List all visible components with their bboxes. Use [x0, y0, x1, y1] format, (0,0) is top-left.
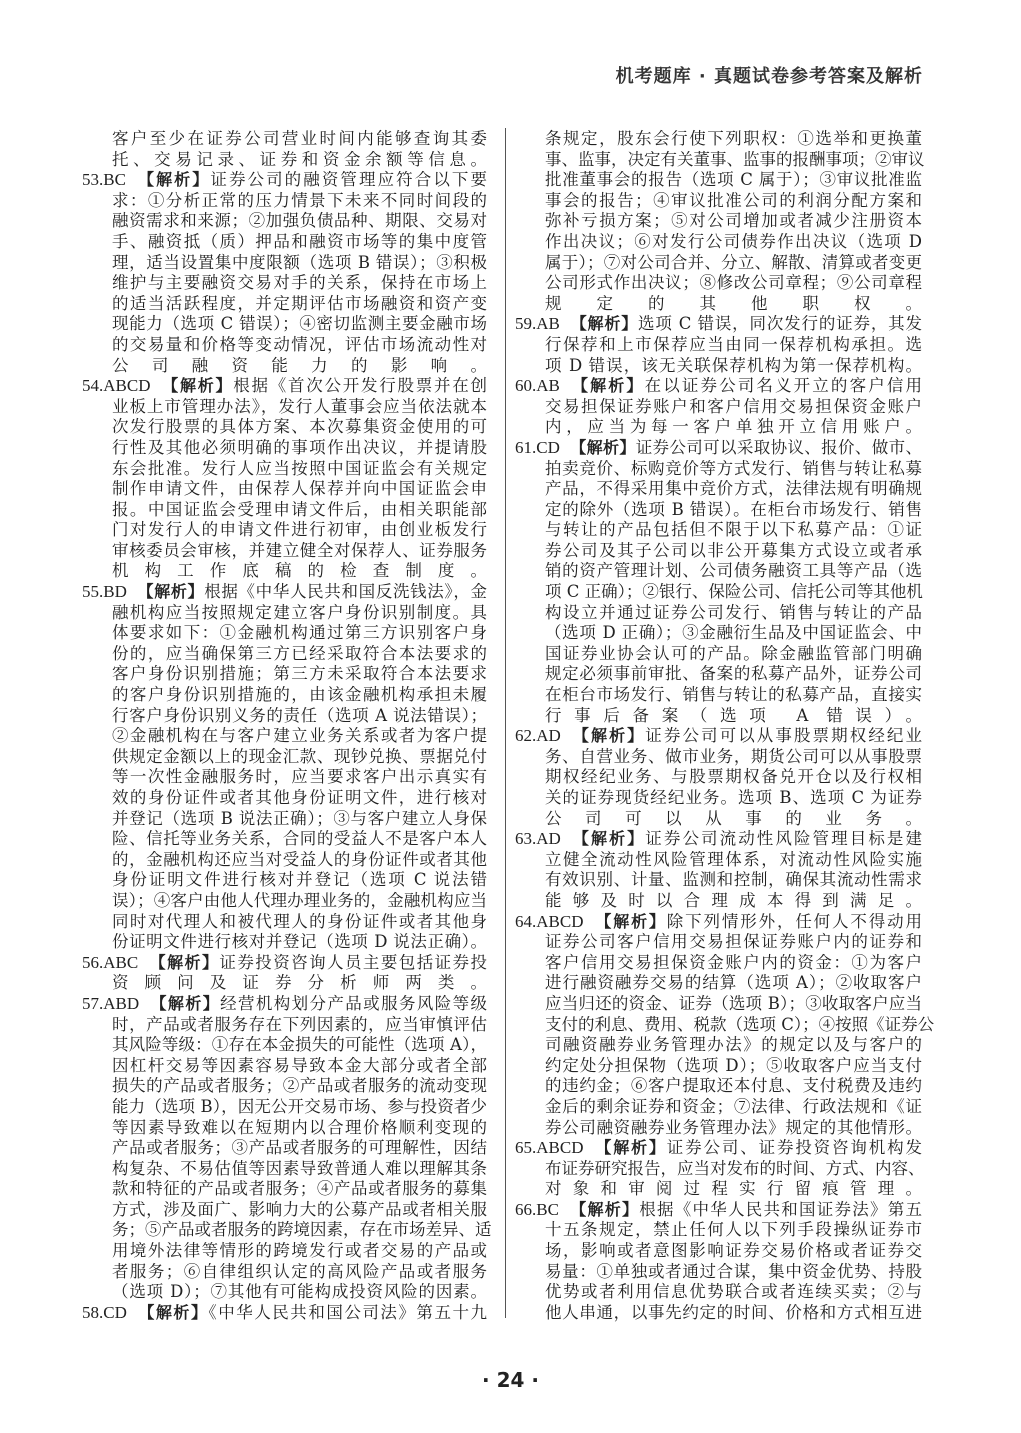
line-text: 对象和审阅过程实行留痕管理。	[545, 1179, 922, 1199]
line-text: 因杠杆交易等因素容易导致本金大部分或者全部	[112, 1055, 487, 1075]
line-text: 等因素导致难以在短期内以合理价格顺利变现的	[112, 1117, 487, 1137]
line-text: 十五条规定，禁止任何人以下列手段操纵证券市	[545, 1220, 922, 1240]
text-line	[545, 273, 922, 294]
line-text: 项 C 正确）；②银行、保险公司、信托公司等其他机	[545, 582, 923, 602]
question-number: 57.	[82, 993, 104, 1013]
left-column	[82, 129, 492, 1323]
answer-line	[82, 170, 487, 191]
line-text: 产品，不得采用集中竞价方式，法律法规有明确规	[545, 479, 922, 499]
text-line	[545, 500, 922, 521]
line-text: 理，适当设置集中度限额（选项 B 错误）；③积极	[112, 252, 487, 272]
line-text: 的客户身份识别措施的，由该金融机构承担未履	[112, 685, 487, 705]
line-text: （选项 D）；⑦其他有可能构成投资风险的因素。	[112, 1282, 487, 1302]
text-line	[545, 891, 922, 912]
line-text: 用境外法律等情形的跨境发行或者交易的产品或	[112, 1241, 487, 1261]
line-text: 项 D 错误，该无关联保荐机构为第一保荐机构。	[545, 355, 922, 375]
text-line	[112, 788, 487, 809]
question-number: 58.	[82, 1302, 104, 1322]
line-text: 融机构应当按照规定建立客户身份识别制度。具	[112, 602, 487, 622]
line-text: 应当归还的资金、证券（选项 B）；③收取客户应当	[545, 993, 922, 1013]
line-text: 在以证券公司名义开立的客户信用	[644, 376, 922, 396]
line-text: 批准董事会的报告（选项 C 属于）；③审议批准监	[545, 170, 922, 190]
line-text: 行性及其他必须明确的事项作出决议，并提请股	[112, 437, 487, 457]
line-text: 门对发行人的申请文件进行初审，由创业板发行	[112, 520, 487, 540]
answer-line	[515, 1138, 922, 1159]
text-line	[112, 623, 487, 644]
question-number: 66.	[515, 1199, 537, 1219]
question-number: 56.	[82, 952, 104, 972]
line-text: 款和特征的产品或者服务；④产品或者服务的募集	[112, 1179, 487, 1199]
line-text: 误）；④客户由他人代理办理业务的，金融机构应当	[112, 890, 487, 910]
text-line	[112, 973, 487, 994]
line-text: 产品或者服务；③产品或者服务的可理解性，因结	[112, 1138, 487, 1158]
line-text: 能力（选项 B），因无公开交易市场、参与投资者少	[112, 1096, 487, 1116]
text-line	[112, 870, 487, 891]
line-text: （选项 D 正确）；③金融衍生品及中国证监会、中	[545, 623, 922, 643]
text-line	[112, 1179, 487, 1200]
column-divider	[505, 128, 506, 1318]
text-line	[112, 500, 487, 521]
text-line	[545, 1241, 922, 1262]
question-number: 63.	[515, 829, 537, 849]
answer-line	[82, 376, 487, 397]
line-text: 的，金融机构还应当对受益人的身份证件或者其他	[112, 849, 487, 869]
answer-line	[515, 438, 922, 459]
text-line	[112, 150, 487, 171]
line-text: 证券公司可以采取协议、报价、做市、	[635, 437, 922, 457]
line-text: 报。中国证监会受理申请文件后，由相关职能部	[112, 499, 487, 519]
line-text: 规定的其他职权。	[545, 293, 922, 313]
line-text: 损失的产品或者服务；②产品或者服务的流动变现	[112, 1076, 487, 1096]
analysis-tag: 【解析】	[149, 993, 221, 1013]
line-text: 约定处分担保物（选项 D）；⑤收取客户应当支付	[545, 1055, 922, 1075]
line-text: 规定必须事前审批、备案的私募产品外，证券公司	[545, 664, 922, 684]
line-text: 业板上市管理办法》，发行人董事会应当依法就本	[112, 396, 487, 416]
answer-key: CD	[103, 1302, 127, 1322]
answer-key: AB	[536, 376, 560, 396]
line-text: 其风险等级：①存在本金损失的可能性（选项 A），	[112, 1035, 487, 1055]
text-line	[112, 1241, 487, 1262]
answer-key: AB	[536, 314, 560, 334]
line-text: 证券公司客户信用交易担保证券账户内的证券和	[545, 932, 922, 952]
text-line	[112, 561, 487, 582]
analysis-tag: 【解析】	[570, 726, 646, 746]
analysis-tag: 【解析】	[569, 376, 645, 396]
analysis-tag: 【解析】	[148, 952, 220, 972]
answer-line	[82, 582, 487, 603]
line-text: 拍卖竞价、标购竞价等方式发行、销售与转让私募	[545, 458, 922, 478]
analysis-tag: 【解析】	[593, 1138, 667, 1158]
line-text: 险、信托等业务关系，合同的受益人不是客户本人	[112, 829, 487, 849]
text-line	[545, 1179, 922, 1200]
line-text: 行客户身份识别义务的责任（选项 A 说法错误）；	[112, 705, 487, 725]
answer-key: ABCD	[536, 1138, 584, 1158]
text-line	[112, 438, 487, 459]
text-line	[545, 973, 922, 994]
text-line	[545, 561, 922, 582]
text-line	[545, 870, 922, 891]
line-text: 弥补亏损方案；⑤对公司增加或者减少注册资本	[545, 211, 922, 231]
text-line	[545, 129, 922, 150]
line-text: 制作申请文件，由保荐人保荐并向中国证监会申	[112, 479, 487, 499]
text-line	[545, 397, 922, 418]
text-line	[545, 850, 922, 871]
text-line	[545, 685, 922, 706]
text-line	[545, 1118, 922, 1139]
question-number: 61.	[515, 437, 537, 457]
line-text: 手、融资抵（质）押品和融资市场等的集中度管	[112, 231, 487, 251]
line-text: 能够及时以合理成本得到满足。	[545, 890, 922, 910]
line-text: 司融资融券业务管理办法》的规定以及与客户的	[545, 1035, 922, 1055]
answer-key: ABCD	[103, 376, 151, 396]
line-text: 公司形式作出决议；⑧修改公司章程；⑨公司章程	[545, 273, 922, 293]
line-text: 的适当活跃程度，并定期评估市场融资和资产变	[112, 293, 487, 313]
text-line	[545, 603, 922, 624]
text-line	[545, 170, 922, 191]
text-line	[545, 191, 922, 212]
question-number: 59.	[515, 314, 537, 334]
analysis-tag: 【解析】	[136, 582, 205, 602]
line-text: 方式，涉及面广、影响力大的公募产品或者相关服	[112, 1199, 487, 1219]
line-text: 供规定金额以上的现金汇款、现钞兑换、票据兑付	[112, 746, 487, 766]
line-text: 客户至少在证券公司营业时间内能够查询其委	[112, 129, 487, 148]
text-line	[545, 1014, 935, 1036]
text-line	[112, 356, 487, 377]
analysis-tag: 【解析】	[569, 314, 639, 334]
text-line	[112, 232, 487, 253]
line-text: 根据《中华人民共和国反洗钱法》，金	[204, 582, 487, 602]
line-text: 券公司融资融券业务管理办法》规定的其他情形。	[545, 1117, 922, 1137]
text-line	[545, 459, 922, 480]
text-line	[112, 1159, 487, 1180]
question-number: 64.	[515, 911, 537, 931]
text-line	[545, 1303, 922, 1324]
text-line	[112, 1035, 487, 1056]
line-text: 体要求如下：①金融机构通过第三方识别客户身	[112, 623, 487, 643]
text-line	[112, 191, 487, 212]
text-line	[112, 129, 487, 150]
text-line	[545, 809, 922, 830]
line-text: 者服务；⑥自律组织认定的高风险产品或者服务	[112, 1261, 487, 1281]
line-text: 作出决议；⑥对发行公司债券作出决议（选项 D	[545, 231, 922, 251]
text-line	[545, 1158, 925, 1180]
text-line	[112, 1015, 487, 1036]
text-line	[545, 1035, 922, 1056]
answer-line	[515, 912, 922, 933]
text-line	[112, 1056, 487, 1077]
answer-line	[515, 376, 922, 397]
answer-key: AD	[536, 726, 561, 746]
line-text: 关的证券现货经纪业务。选项 B、选项 C 为证券	[545, 788, 922, 807]
answer-key: ABC	[103, 952, 139, 972]
text-line	[545, 1097, 922, 1118]
text-line	[545, 211, 922, 232]
line-text: 除下列情形外，任何人不得动用	[666, 911, 922, 931]
line-text: 构设立并通过证券公司发行、销售与转让的产品	[545, 602, 922, 622]
analysis-tag: 【解析】	[568, 1199, 640, 1219]
text-line	[112, 767, 487, 788]
line-text: 的违约金；⑥客户提取还本付息、支付税费及违约	[545, 1076, 922, 1096]
right-column	[515, 129, 935, 1323]
text-line	[545, 253, 922, 274]
text-line	[112, 1220, 492, 1241]
question-number: 62.	[515, 726, 537, 746]
analysis-tag: 【解析】	[135, 170, 211, 190]
line-text: 同时对代理人和被代理人的身份证件或者其他身	[112, 911, 487, 931]
text-line	[112, 397, 487, 418]
line-text: 证券投资咨询人员主要包括证券投	[219, 952, 487, 972]
line-text: 资顾问及证券分析师两类。	[112, 973, 487, 993]
line-text: 根据《首次公开发行股票并在创	[233, 376, 487, 396]
question-number: 53.	[82, 170, 104, 190]
text-line	[112, 520, 487, 541]
line-text: 机构工作底稿的检查制度。	[112, 561, 487, 581]
text-line	[545, 994, 922, 1015]
text-line	[545, 479, 922, 500]
line-text: 定的除外（选项 B 错误）。在柜台市场发行、销售	[545, 499, 922, 519]
answer-key: ABCD	[536, 911, 584, 931]
line-text: 销的资产管理计划、公司债务融资工具等产品（选	[545, 561, 922, 581]
text-line	[545, 520, 922, 541]
line-text: 易量：①单独或者通过合谋，集中资金优势、持股	[545, 1261, 922, 1281]
line-text: 国证券业协会认可的产品。除金融监管部门明确	[545, 643, 922, 663]
line-text: 选项 C 错误，同次发行的证券，其发	[638, 314, 922, 334]
answer-line	[515, 314, 922, 335]
line-text: 公司可以从事的业务。	[545, 808, 922, 828]
text-line	[545, 932, 922, 953]
answer-line	[515, 829, 922, 850]
text-line	[545, 623, 922, 644]
text-line	[545, 149, 925, 171]
line-text: 行事后备案（选项 A 错误）。	[545, 705, 922, 725]
text-line	[112, 253, 487, 274]
line-text: 等一次性金融服务时，应当要求客户出示真实有	[112, 767, 487, 787]
text-line	[112, 211, 487, 232]
text-line	[112, 314, 487, 335]
line-text: 有效识别、计量、监测和控制，确保其流动性需求	[545, 870, 922, 890]
text-line	[545, 232, 922, 253]
text-line	[112, 644, 487, 665]
line-text: 事、监事，决定有关董事、监事的报酬事项；②审议	[545, 149, 925, 169]
line-text: 属于）；⑦对公司合并、分立、解散、清算或者变更	[545, 252, 922, 272]
line-text: 托、交易记录、证券和资金余额等信息。	[112, 149, 487, 169]
line-text: 《中华人民共和国公司法》第五十九	[208, 1302, 487, 1322]
line-text: 证券公司可以从事股票期权经纪业	[645, 726, 922, 746]
line-text: 效的身份证件或者其他身份证明文件，进行核对	[112, 788, 487, 807]
text-line	[545, 356, 922, 377]
text-line	[545, 664, 922, 685]
text-line	[112, 273, 487, 294]
line-text: ②金融机构在与客户建立业务关系或者为客户提	[112, 726, 487, 746]
text-line	[545, 1220, 922, 1241]
line-text: 金后的剩余证券和资金；⑦法律、行政法规和《证	[545, 1096, 922, 1116]
analysis-tag: 【解析】	[593, 911, 667, 931]
line-text: 的交易量和价格等变动情况，评估市场流动性对	[112, 334, 487, 354]
question-number: 54.	[82, 376, 104, 396]
text-line	[112, 891, 487, 912]
analysis-tag: 【解析】	[569, 437, 636, 457]
text-line	[545, 788, 922, 809]
text-line	[112, 685, 487, 706]
text-line	[545, 294, 922, 315]
line-text: 现能力（选项 C 错误）；④密切监测主要金融市场	[112, 314, 487, 334]
line-text: 条规定，股东会行使下列职权：①选举和更换董	[545, 129, 922, 148]
answer-key: BC	[536, 1199, 559, 1219]
answer-line	[515, 726, 922, 747]
line-text: 事会的报告；④审议批准公司的利润分配方案和	[545, 190, 922, 210]
line-text: 行保荐和上市保荐应当由同一保荐机构承担。选	[545, 334, 922, 354]
line-text: 支付的利息、费用、税款（选项 C）；④按照《证券公	[545, 1014, 935, 1034]
text-line	[112, 1138, 487, 1159]
text-line	[112, 747, 487, 768]
text-line	[112, 335, 487, 356]
text-line	[112, 664, 487, 685]
text-line	[545, 747, 922, 768]
question-number: 55.	[82, 582, 104, 602]
question-number: 60.	[515, 376, 537, 396]
line-text: 份证明文件进行核对并登记（选项 D 说法正确）。	[112, 932, 487, 952]
text-line	[545, 1076, 922, 1097]
line-text: 他人串通，以事先约定的时间、价格和方式相互进	[545, 1302, 922, 1322]
page-number: · 24 ·	[482, 1368, 539, 1392]
text-line	[545, 767, 922, 788]
answer-key: AD	[536, 829, 561, 849]
text-line	[112, 1200, 487, 1221]
text-line	[545, 582, 922, 603]
analysis-tag: 【解析】	[570, 829, 646, 849]
text-line	[112, 726, 487, 747]
text-line	[545, 644, 922, 665]
text-line	[112, 1097, 487, 1118]
line-text: 务；⑤产品或者服务的跨境因素，存在市场差异、适	[112, 1220, 492, 1240]
line-text: 求：①分析正常的压力情景下未来不同时间段的	[112, 190, 487, 210]
text-line	[112, 1076, 487, 1097]
text-line	[112, 479, 487, 500]
line-text: 立健全流动性风险管理体系，对流动性风险实施	[545, 849, 922, 869]
question-number: 65.	[515, 1138, 537, 1158]
text-line	[112, 1118, 487, 1139]
running-header: 机考题库 · 真题试卷参考答案及解析	[615, 66, 923, 87]
text-line	[545, 1262, 922, 1283]
answer-line	[82, 953, 487, 974]
line-text: 与转让的产品包括但不限于以下私募产品：①证	[545, 520, 922, 540]
answer-key: ABD	[103, 993, 140, 1013]
line-text: 在柜台市场发行、销售与转让的私募产品，直接实	[545, 685, 922, 705]
text-line	[112, 459, 487, 480]
line-text: 身份证明文件进行核对并登记（选项 C 说法错	[112, 870, 487, 890]
text-line	[545, 1056, 922, 1077]
text-line	[112, 809, 487, 830]
line-text: 时，产品或者服务存在下列因素的，应当审慎评估	[112, 1014, 487, 1034]
text-line	[112, 417, 487, 438]
line-text: 内，应当为每一客户单独开立信用账户。	[545, 417, 922, 437]
line-text: 东会批准。发行人应当按照中国证监会有关规定	[112, 458, 487, 478]
text-line	[112, 912, 487, 933]
answer-key: CD	[536, 437, 560, 457]
answer-line	[82, 994, 487, 1015]
line-text: 券公司及其子公司以非公开募集方式设立或者承	[545, 540, 922, 560]
answer-key: BD	[103, 582, 127, 602]
line-text: 根据《中华人民共和国证券法》第五	[639, 1199, 922, 1219]
line-text: 交易担保证券账户和客户信用交易担保资金账户	[545, 396, 922, 416]
line-text: 场，影响或者意图影响证券交易价格或者证券交	[545, 1241, 922, 1261]
line-text: 期权经纪业务、与股票期权备兑开仓以及行权相	[545, 767, 922, 787]
text-line	[545, 706, 922, 727]
text-line	[112, 932, 487, 953]
line-text: 客户信用交易担保资金账户内的资金：①为客户	[545, 952, 922, 972]
text-line	[112, 541, 487, 562]
line-text: 并登记（选项 B 说法正确）；③与客户建立人身保	[112, 808, 487, 828]
line-text: 客户身份识别措施；第三方未采取符合本法要求	[112, 664, 487, 684]
text-line	[112, 1262, 487, 1283]
line-text: 构复杂、不易估值等因素导致普通人难以理解其条	[112, 1158, 487, 1178]
text-line	[112, 829, 487, 850]
text-line	[545, 417, 922, 438]
analysis-tag: 【解析】	[160, 376, 234, 396]
line-text: 证券公司、证券投资咨询机构发	[666, 1138, 922, 1158]
answer-line	[82, 1303, 487, 1324]
line-text: 经营机构划分产品或服务风险等级	[220, 993, 487, 1013]
line-text: 融资需求和来源；②加强负债品种、期限、交易对	[112, 211, 487, 231]
text-line	[112, 706, 487, 727]
answer-line	[515, 1200, 922, 1221]
line-text: 维护与主要融资交易对手的关系，保持在市场上	[112, 273, 487, 293]
answer-key: BC	[103, 170, 126, 190]
line-text: 优势或者利用信息优势联合或者连续买卖；②与	[545, 1282, 922, 1302]
line-text: 进行融资融券交易的结算（选项 A）；②收取客户	[545, 973, 922, 993]
text-line	[112, 294, 487, 315]
text-line	[545, 335, 922, 356]
line-text: 份的，应当确保第三方已经采取符合本法要求的	[112, 643, 487, 663]
line-text: 务、自营业务、做市业务，期货公司可以从事股票	[545, 746, 922, 766]
text-line	[112, 1282, 487, 1303]
line-text: 证券公司的融资管理应符合以下要	[210, 170, 487, 190]
text-line	[545, 541, 922, 562]
line-text: 布证券研究报告，应当对发布的时间、方式、内容、	[545, 1158, 925, 1178]
line-text: 公司融资能力的影响。	[112, 355, 487, 375]
text-line	[112, 850, 487, 871]
line-text: 证券公司流动性风险管理目标是建	[645, 829, 922, 849]
text-line	[545, 1282, 922, 1303]
text-line	[112, 603, 487, 624]
text-line	[545, 953, 922, 974]
line-text: 次发行股票的具体方案、本次募集资金使用的可	[112, 417, 487, 437]
line-text: 审核委员会审核，并建立健全对保荐人、证券服务	[112, 540, 487, 560]
analysis-tag: 【解析】	[136, 1302, 209, 1322]
